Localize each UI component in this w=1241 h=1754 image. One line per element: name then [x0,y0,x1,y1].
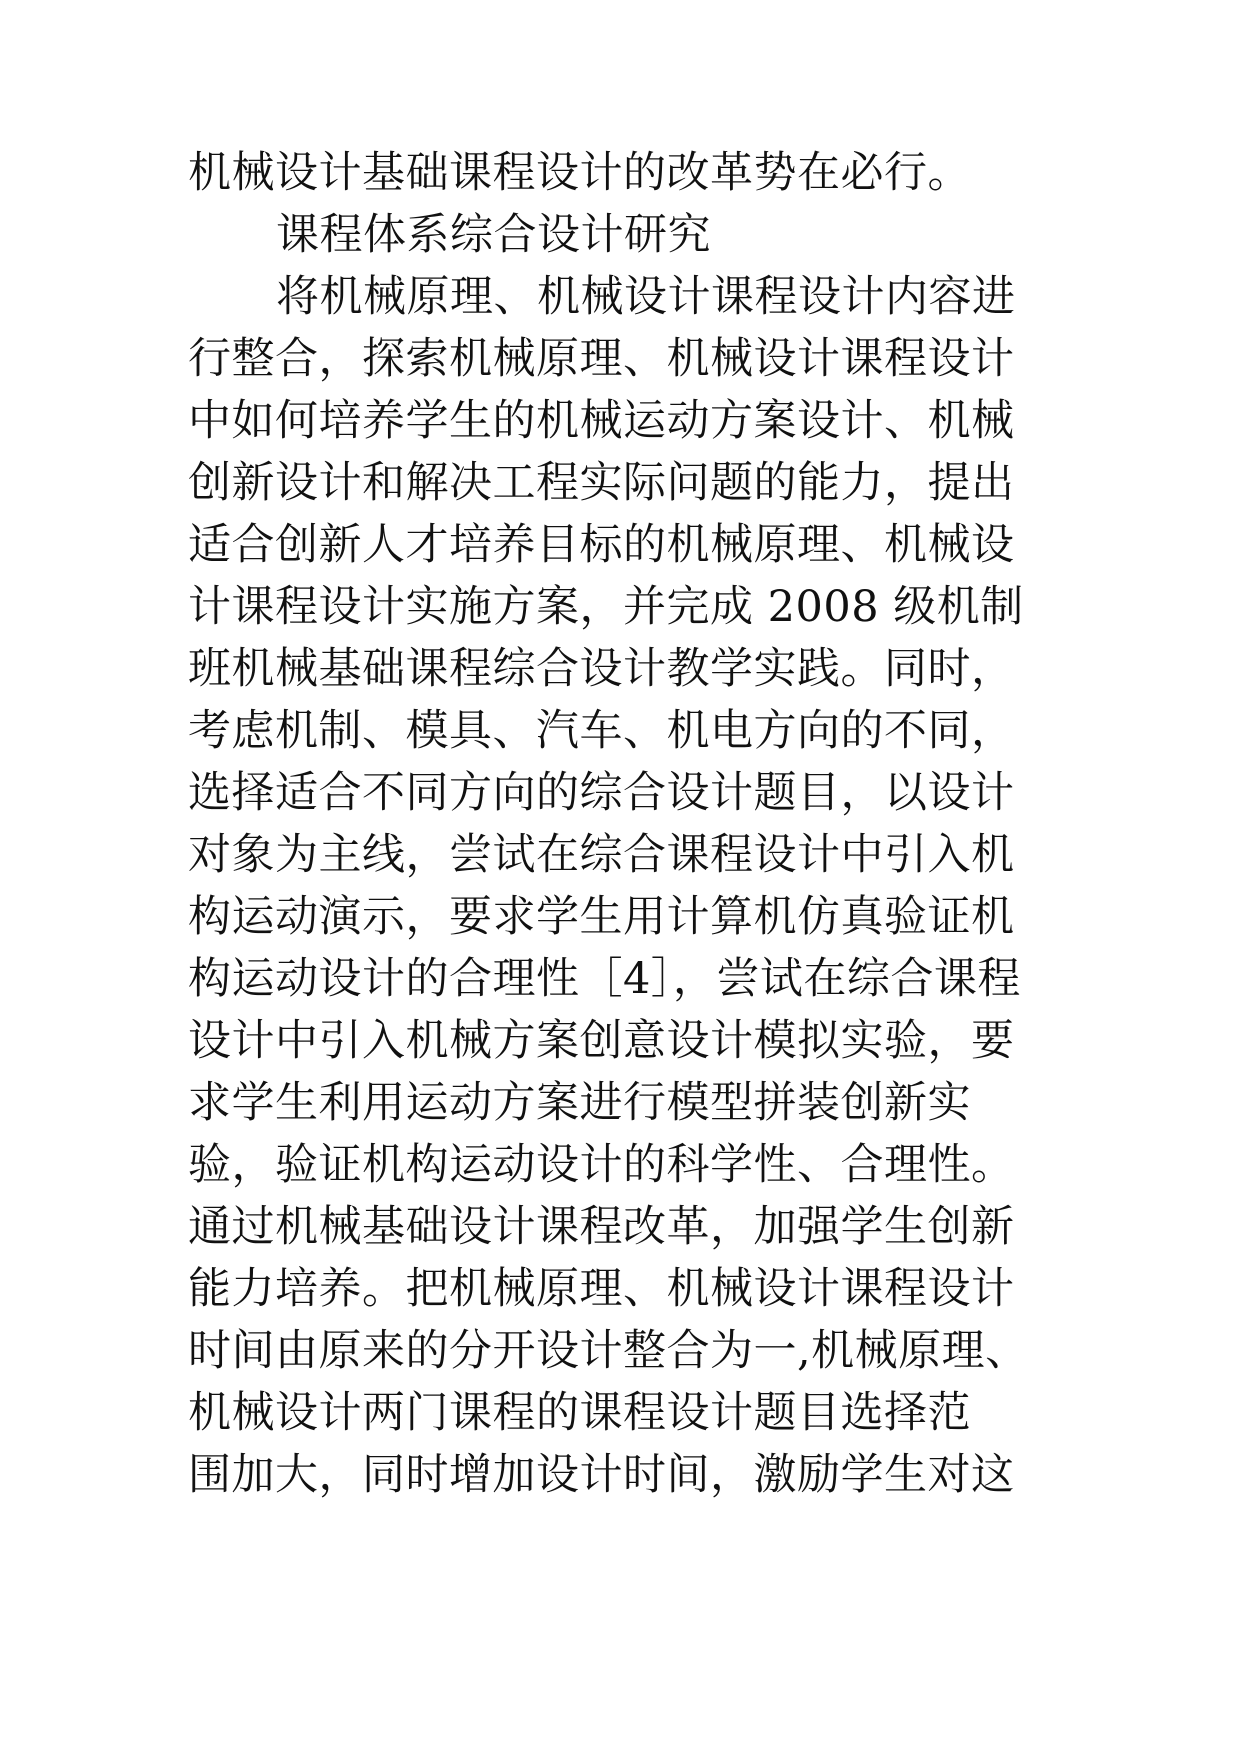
text-line: 时间由原来的分开设计整合为一,机械原理、 [188,1326,1029,1376]
text-line: 创新设计和解决工程实际问题的能力，提出 [188,458,1015,508]
text-line: 构运动设计的合理性［4］，尝试在综合课程 [188,954,1021,1004]
text-line: 设计中引入机械方案创意设计模拟实验，要 [188,1016,1015,1066]
text-line: 课程体系综合设计研究 [276,210,711,260]
text-line: 班机械基础课程综合设计教学实践。同时， [188,644,1015,694]
text-line: 将机械原理、机械设计课程设计内容进 [276,272,1016,322]
text-line: 中如何培养学生的机械运动方案设计、机械 [188,396,1015,446]
body-text [188,142,1088,1506]
text-line: 通过机械基础设计课程改革，加强学生创新 [188,1202,1015,1252]
text-line: 计课程设计实施方案，并完成 2008 级机制 [188,582,1024,632]
text-line: 构运动演示，要求学生用计算机仿真验证机 [188,892,1015,942]
text-line: 机械设计基础课程设计的改革势在必行。 [188,148,971,198]
text-line: 选择适合不同方向的综合设计题目，以设计 [188,768,1015,818]
text-line: 行整合，探索机械原理、机械设计课程设计 [188,334,1015,384]
text-line: 考虑机制、模具、汽车、机电方向的不同， [188,706,1015,756]
text-line: 求学生利用运动方案进行模型拼装创新实 [188,1078,971,1128]
text-line: 围加大，同时增加设计时间，激励学生对这 [188,1450,1015,1500]
text-line: 适合创新人才培养目标的机械原理、机械设 [188,520,1015,570]
text-line: 对象为主线，尝试在综合课程设计中引入机 [188,830,1015,880]
text-line: 验，验证机构运动设计的科学性、合理性。 [188,1140,1015,1190]
text-line: 机械设计两门课程的课程设计题目选择范 [188,1388,971,1438]
text-line: 能力培养。把机械原理、机械设计课程设计 [188,1264,1015,1314]
